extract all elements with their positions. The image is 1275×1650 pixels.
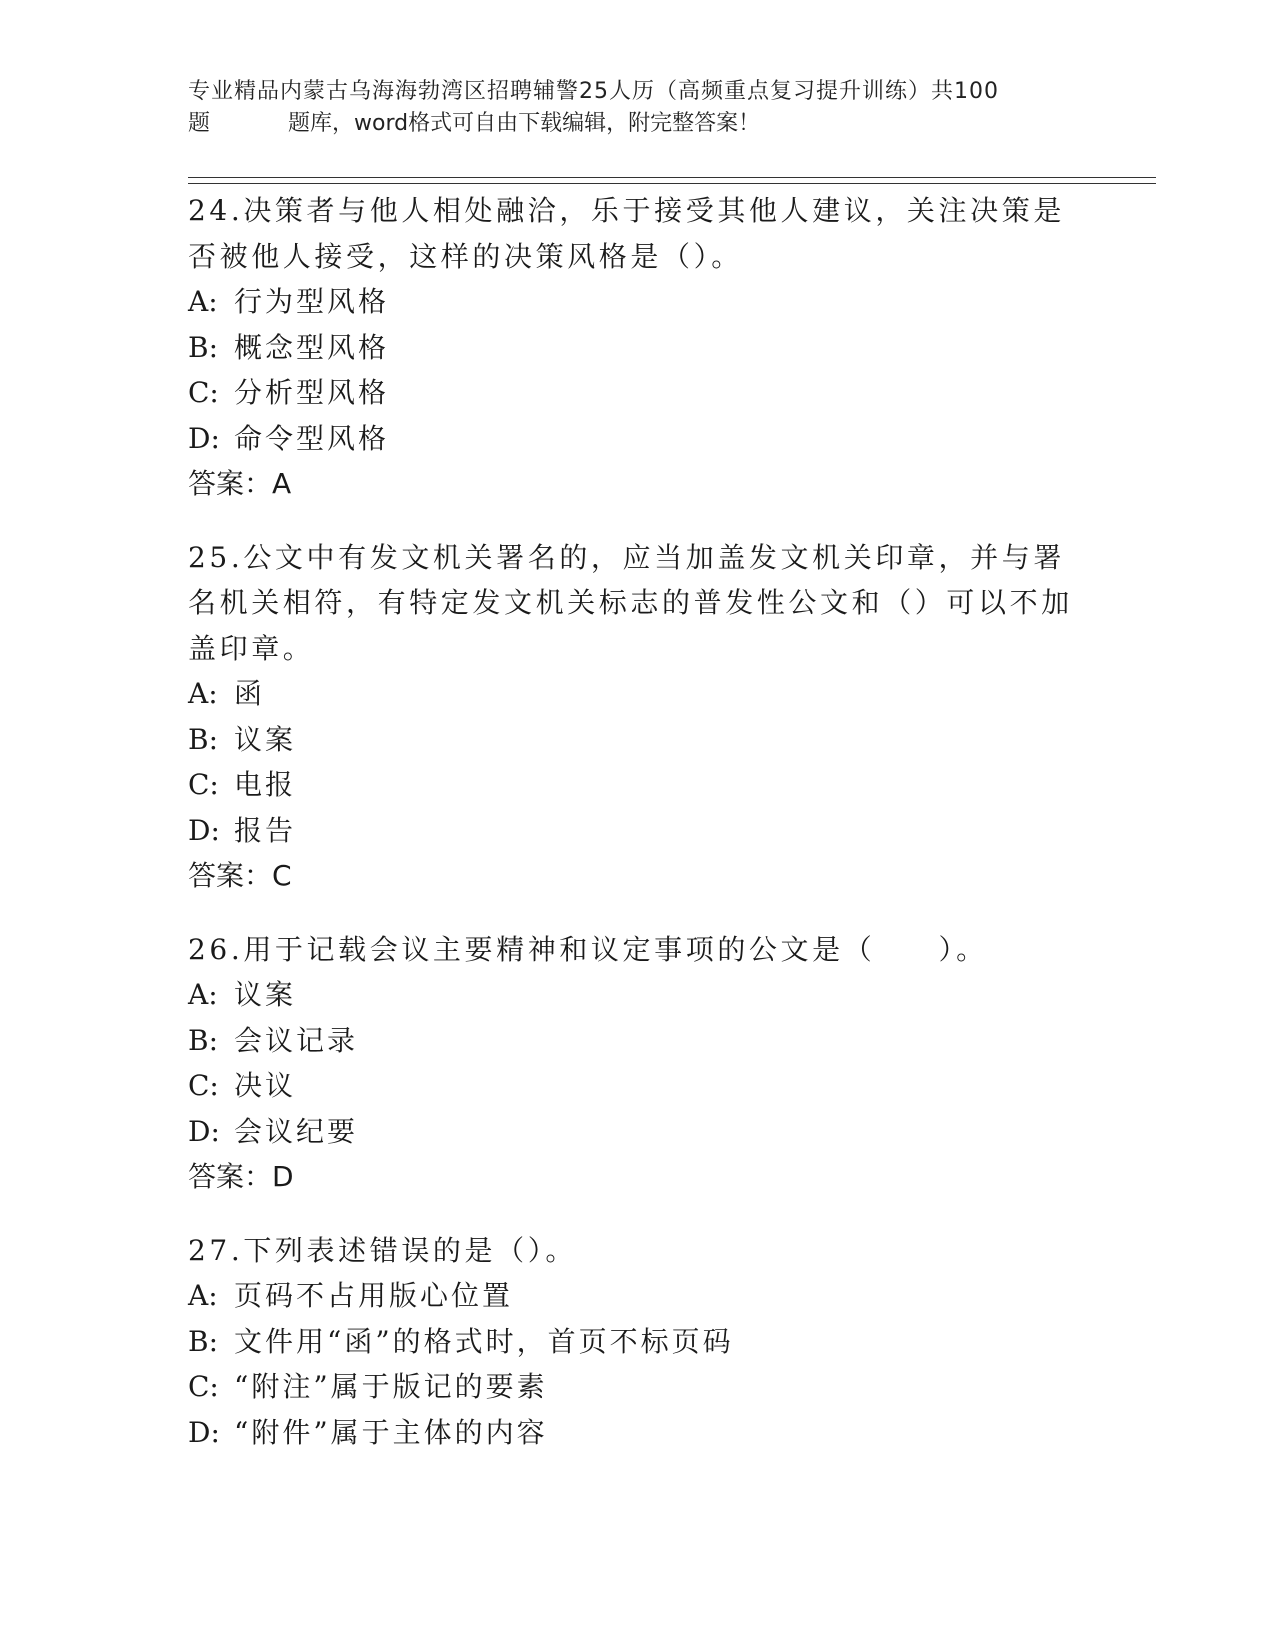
option-label: B:: [188, 1324, 219, 1358]
option-text: 电报: [234, 768, 297, 801]
option-d: [188, 1109, 1088, 1155]
question-26: [188, 927, 1088, 1200]
option-text: 分析型风格: [234, 376, 390, 409]
option-a: [188, 972, 1088, 1018]
header-title-line2-start: 题: [188, 111, 211, 136]
option-d: [188, 416, 1088, 462]
option-text: 概念型风格: [234, 330, 390, 364]
option-b: [188, 717, 1088, 763]
option-text: 会议记录: [234, 1023, 359, 1057]
question-27: [188, 1228, 1088, 1456]
option-label: D:: [188, 813, 220, 847]
option-label: C:: [188, 1069, 219, 1102]
option-label: B:: [188, 722, 219, 756]
option-text: 报告: [234, 813, 297, 847]
option-c: [188, 370, 1088, 416]
header-title-line2: [188, 106, 760, 137]
header-title-line2-rest: 题库，word格式可自由下载编辑，附完整答案！: [288, 111, 761, 136]
option-label: B:: [188, 1023, 219, 1057]
option-text: 函: [234, 677, 266, 710]
option-text: “附件”属于主体的内容: [234, 1415, 548, 1449]
question-list: [188, 188, 1088, 1483]
question-25: [188, 535, 1088, 899]
option-label: C:: [188, 768, 219, 801]
option-a: [188, 1273, 1088, 1319]
option-b: [188, 325, 1088, 371]
header-title-line1: 专业精品内蒙古乌海海勃湾区招聘辅警25人历（高频重点复习提升训练）共100: [188, 79, 999, 104]
option-label: A:: [188, 285, 218, 318]
option-label: C:: [188, 376, 219, 409]
question-text: 25.公文中有发文机关署名的，应当加盖发文机关印章，并与署名机关相符，有特定发文机关标志的普发性公文和（）可以不加盖印章。: [188, 540, 1073, 665]
option-c: [188, 1364, 1088, 1410]
option-text: 命令型风格: [234, 421, 390, 455]
option-text: 议案: [234, 978, 297, 1011]
option-text: 议案: [234, 722, 297, 756]
header-divider-top: [188, 177, 1156, 178]
question-24: [188, 188, 1088, 507]
option-label: B:: [188, 330, 219, 364]
option-c: [188, 1063, 1088, 1109]
option-label: C:: [188, 1370, 219, 1403]
option-text: 页码不占用版心位置: [234, 1279, 514, 1312]
option-text: 文件用“函”的格式时，首页不标页码: [234, 1324, 734, 1358]
question-text: 27.下列表述错误的是（）。: [188, 1233, 577, 1267]
question-text: 24.决策者与他人相处融洽，乐于接受其他人建议，关注决策是否被他人接受，这样的决策风格是（）。: [188, 194, 1065, 273]
header-divider-bottom: [188, 183, 1156, 184]
option-label: A:: [188, 677, 218, 710]
question-text: 26.用于记载会议主要精神和议定事项的公文是（ ）。: [188, 932, 988, 966]
option-label: D:: [188, 1114, 220, 1148]
option-a: [188, 279, 1088, 325]
option-label: A:: [188, 978, 218, 1011]
option-text: 决议: [234, 1069, 297, 1102]
option-b: [188, 1319, 1088, 1365]
answer-line: 答案：C: [188, 859, 292, 892]
option-text: 行为型风格: [234, 285, 390, 318]
option-text: 会议纪要: [234, 1114, 359, 1148]
option-b: [188, 1018, 1088, 1064]
option-d: [188, 808, 1088, 854]
option-c: [188, 762, 1088, 808]
option-label: D:: [188, 1415, 220, 1449]
answer-line: 答案：D: [188, 1160, 294, 1193]
option-text: “附注”属于版记的要素: [234, 1370, 548, 1403]
option-a: [188, 671, 1088, 717]
answer-line: 答案：A: [188, 467, 292, 500]
option-d: [188, 1410, 1088, 1456]
option-label: A:: [188, 1279, 218, 1312]
option-label: D:: [188, 421, 220, 455]
